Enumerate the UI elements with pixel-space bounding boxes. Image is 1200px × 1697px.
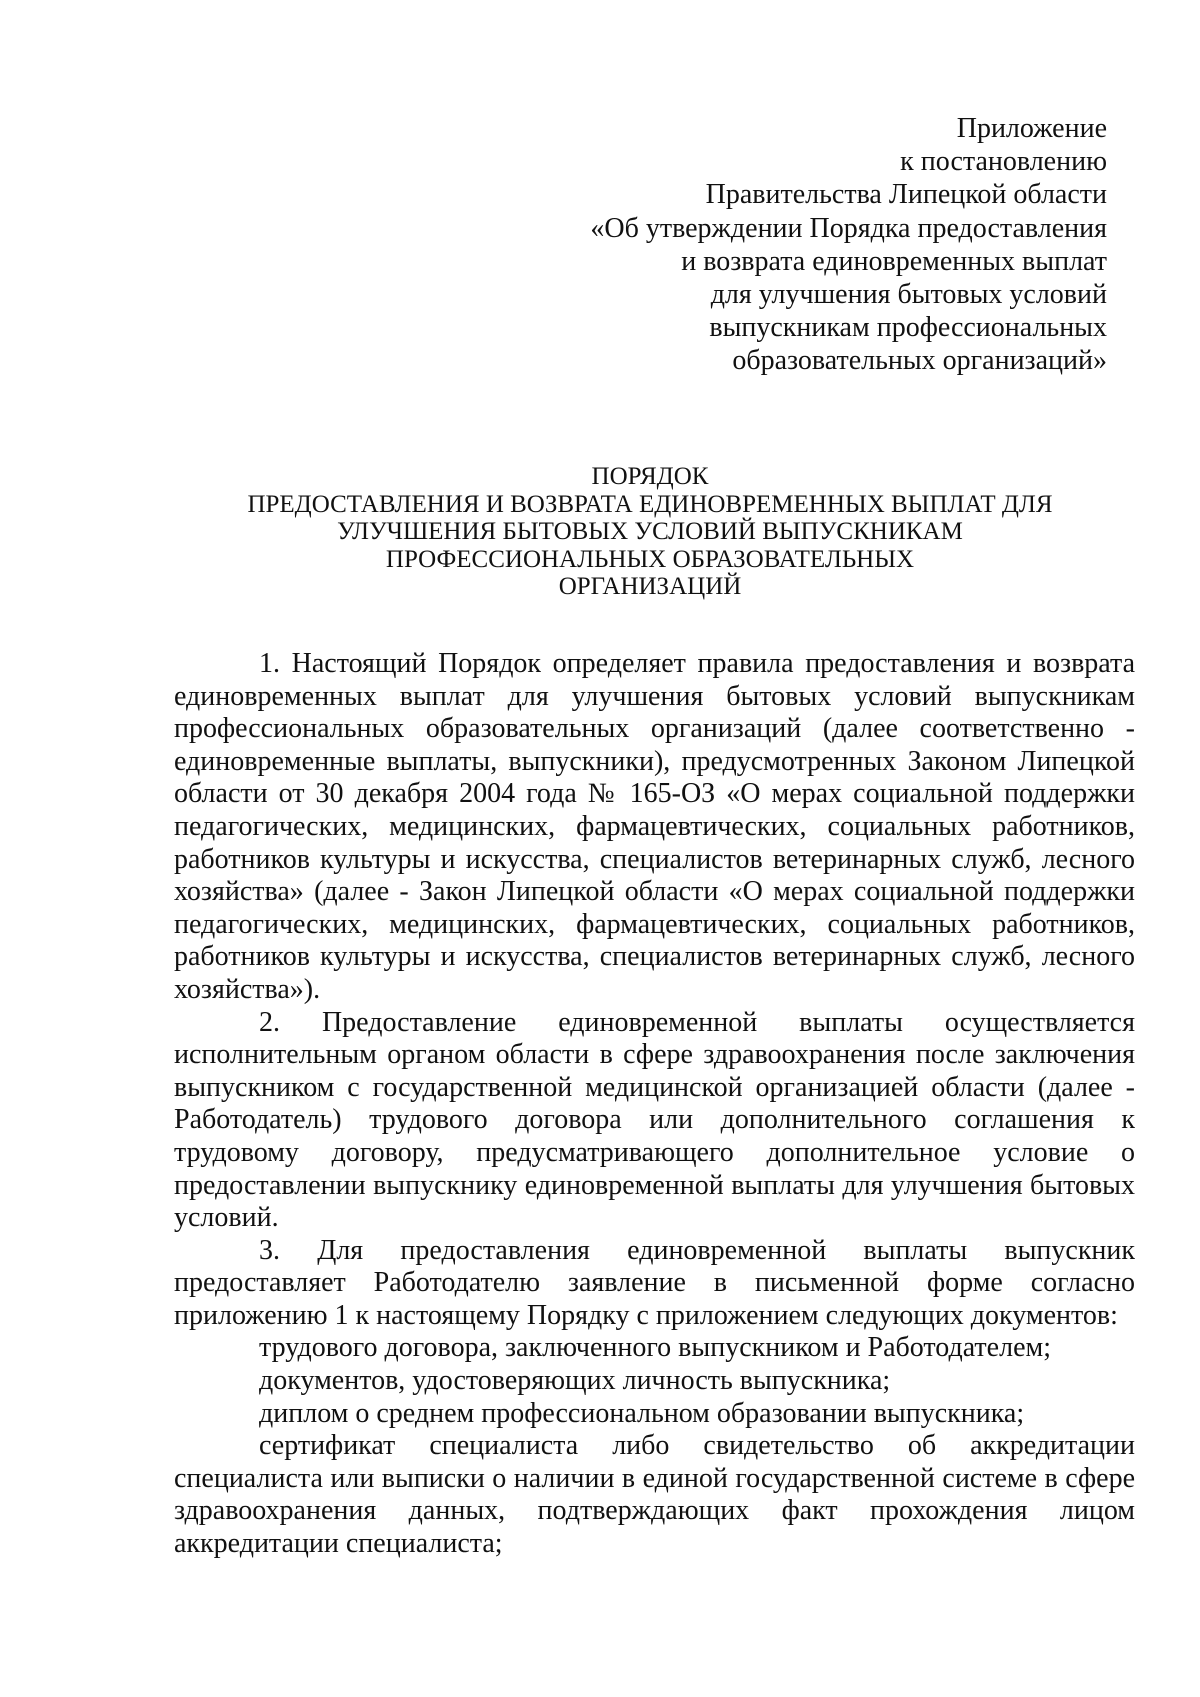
paragraph-2: 2. Предоставление единовременной выплаты осуществляется исполнительным органом области в сфере здравоохранения после заключения выпускником с государственной медицинской организацией области (далее - Работодатель) трудового договора или дополнительного соглашения к трудовому договору, предусматривающего дополнительное условие о предоставлении выпускнику единовременной выплаты для улучшения бытовых условий.: [174, 1006, 1135, 1234]
title-line: УЛУЧШЕНИЯ БЫТОВЫХ УСЛОВИЙ ВЫПУСКНИКАМ: [337, 518, 963, 545]
document-title: [170, 463, 1130, 601]
document-list-item: диплом о среднем профессиональном образовании выпускника;: [259, 1397, 1025, 1429]
appendix-line: и возврата единовременных выплат: [681, 245, 1107, 277]
document-body: [174, 648, 1135, 1561]
document-list-item: сертификат специалиста либо свидетельство об аккредитации специалиста или выписки о наличии в единой государственной системе в сфере здравоохранения данных, подтверждающих факт прохождения лицом аккредитации специалиста;: [174, 1430, 1135, 1560]
appendix-line: Правительства Липецкой области: [705, 179, 1107, 211]
title-line: ПРЕДОСТАВЛЕНИЯ И ВОЗВРАТА ЕДИНОВРЕМЕННЫХ ВЫПЛАТ ДЛЯ: [247, 490, 1053, 518]
appendix-line: Приложение: [956, 113, 1107, 144]
title-line: ПРОФЕССИОНАЛЬНЫХ ОБРАЗОВАТЕЛЬНЫХ: [385, 545, 915, 573]
appendix-line: образовательных организаций»: [732, 345, 1107, 377]
appendix-header: [407, 112, 1107, 378]
document-list-item: трудового договора, заключенного выпускником и Работодателем;: [259, 1332, 1051, 1364]
appendix-line: к постановлению: [900, 146, 1107, 178]
document-list-item: документов, удостоверяющих личность выпускника;: [259, 1365, 891, 1397]
appendix-line: для улучшения бытовых условий: [710, 279, 1107, 311]
title-line: ПОРЯДОК: [591, 463, 709, 490]
title-line: ОРГАНИЗАЦИЙ: [558, 573, 742, 600]
appendix-line: «Об утверждении Порядка предоставления: [590, 212, 1107, 244]
paragraph-3: 3. Для предоставления единовременной выплаты выпускник предоставляет Работодателю заявление в письменной форме согласно приложению 1 к настоящему Порядку с приложением следующих документов:: [174, 1234, 1135, 1331]
paragraph-1: 1. Настоящий Порядок определяет правила предоставления и возврата единовременных выплат для улучшения бытовых условий выпускникам профессиональных образовательных организаций (далее соответственно - единовременные выплаты, выпускники), предусмотренных Законом Липецкой области от 30 декабря 2004 года № 165-ОЗ «О мерах социальной поддержки педагогических, медицинских, фармацевтических, социальных работников, работников культуры и искусства, специалистов ветеринарных служб, лесного хозяйства» (далее - Закон Липецкой области «О мерах социальной поддержки педагогических, медицинских, фармацевтических, социальных работников, работников культуры и искусства, специалистов ветеринарных служб, лесного хозяйства»).: [174, 648, 1135, 1005]
appendix-line: выпускникам профессиональных: [709, 312, 1107, 344]
